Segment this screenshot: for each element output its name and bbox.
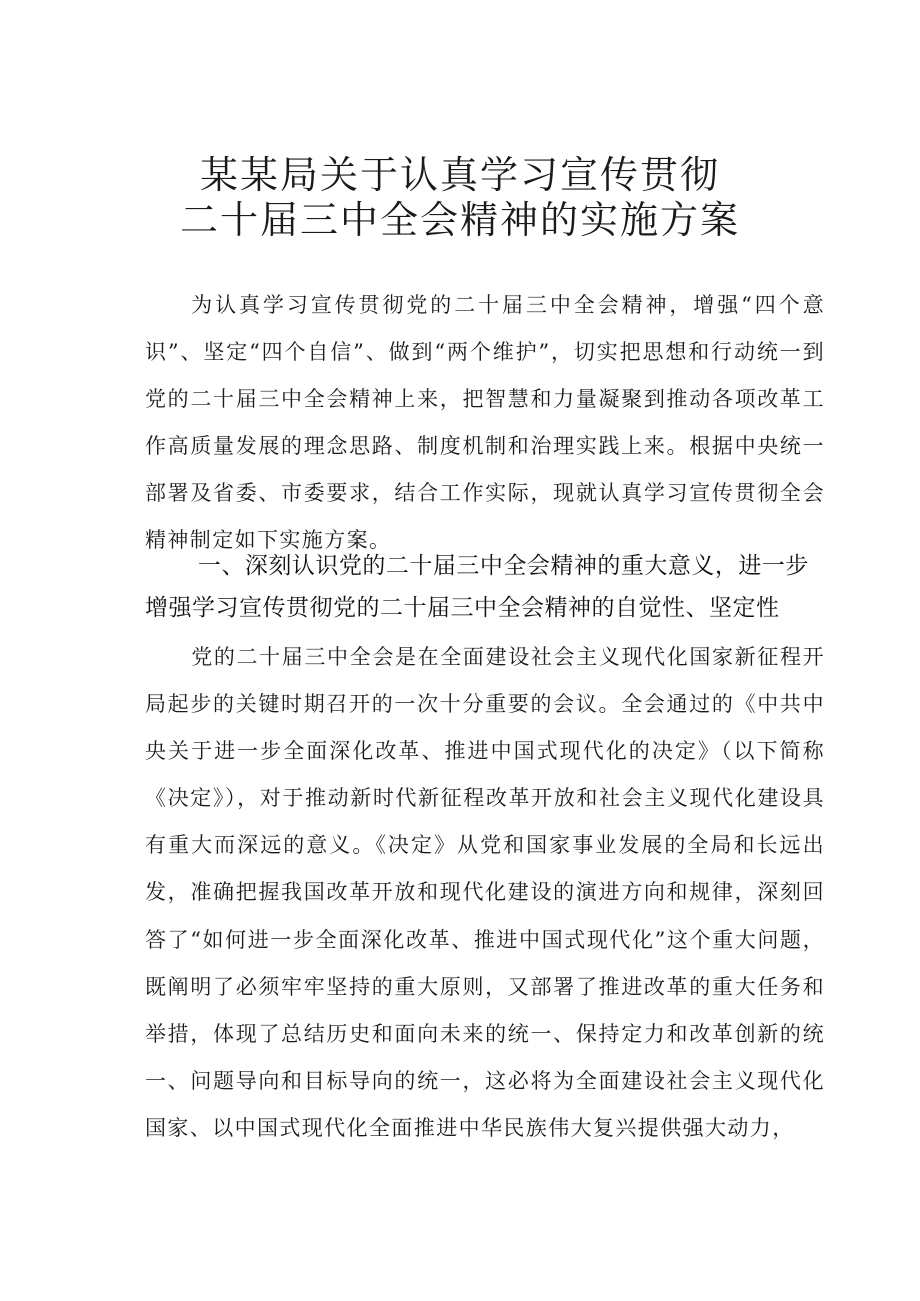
section-1-paragraph: 党的二十届三中全会是在全面建设社会主义现代化国家新征程开局起步的关键时期召开的一次十分重要的会议。全会通过的《中共中央关于进一步全面深化改革、推进中国式现代化的决定》（以下简称《决定》），对于推动新时代新征程改革开放和社会主义现代化建设具有重大而深远的意义。《决定》从党和国家事业发展的全局和长远出发，准确把握我国改革开放和现代化建设的演进方向和规律，深刻回答了“如何进一步全面深化改革、推进中国式现代化”这个重大问题，既阐明了必须牢牢坚持的重大原则，又部署了推进改革的重大任务和举措，体现了总结历史和面向未来的统一、保持定力和改革创新的统一、问题导向和目标导向的统一，这必将为全面建设社会主义现代化国家、以中国式现代化全面推进中华民族伟大复兴提供强大动力， bbox=[145, 645, 825, 1140]
intro-paragraph: 为认真学习宣传贯彻党的二十届三中全会精神，增强“四个意识”、坚定“四个自信”、做到“两个维护”，切实把思想和行动统一到党的二十届三中全会精神上来，把智慧和力量凝聚到推动各项改革工作高质量发展的理念思路、制度机制和治理实践上来。根据中央统一部署及省委、市委要求，结合工作实际，现就认真学习宣传贯彻全会精神制定如下实施方案。 bbox=[145, 293, 825, 553]
document-title-line-2: 二十届三中全会精神的实施方案 bbox=[179, 198, 740, 242]
document-title-line-1: 某某局关于认真学习宣传贯彻 bbox=[199, 153, 720, 197]
section-heading-1: 一、深刻认识党的二十届三中全会精神的重大意义，进一步增强学习宣传贯彻党的二十届三中全会精神的自觉性、坚定性 bbox=[145, 553, 809, 621]
